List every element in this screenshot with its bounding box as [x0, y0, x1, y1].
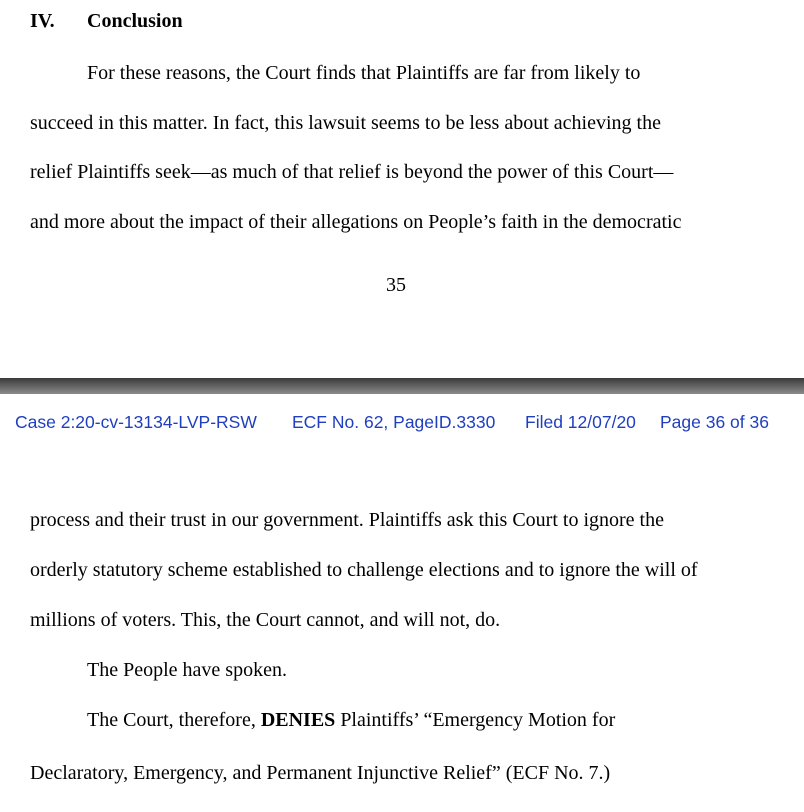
paragraph-line-6: orderly statutory scheme established to challenge elections and to ignore the will of	[30, 559, 698, 581]
page-36	[0, 394, 804, 812]
paragraph-line-2: succeed in this matter. In fact, this lawsuit seems to be less about achieving the	[30, 112, 661, 134]
section-title: Conclusion	[87, 10, 183, 32]
ecf-filed-date: Filed 12/07/20	[525, 412, 636, 432]
page-separator	[0, 378, 804, 394]
paragraph-line-7: millions of voters. This, the Court cannot, and will not, do.	[30, 609, 501, 631]
paragraph-line-1: For these reasons, the Court finds that Plaintiffs are far from likely to	[87, 62, 641, 84]
denies-suffix: Plaintiffs’ “Emergency Motion for	[335, 709, 616, 731]
ecf-page-count: Page 36 of 36	[660, 412, 769, 432]
people-have-spoken: The People have spoken.	[87, 659, 287, 681]
section-number: IV.	[30, 10, 55, 32]
paragraph-line-3: relief Plaintiffs seek—as much of that relief is beyond the power of this Court—	[30, 161, 674, 183]
page-number: 35	[386, 274, 406, 296]
paragraph-line-4: and more about the impact of their allegations on People’s faith in the democratic	[30, 211, 682, 233]
denies-line	[87, 708, 615, 732]
paragraph-line-5: process and their trust in our government. Plaintiffs ask this Court to ignore the	[30, 509, 664, 531]
denies-prefix: The Court, therefore,	[87, 709, 261, 731]
ecf-page-id: ECF No. 62, PageID.3330	[292, 412, 496, 432]
ecf-case-number: Case 2:20-cv-13134-LVP-RSW	[15, 412, 257, 432]
denies-keyword: DENIES	[260, 709, 336, 731]
page-35	[0, 0, 804, 378]
final-line: Declaratory, Emergency, and Permanent Injunctive Relief” (ECF No. 7.)	[30, 762, 611, 784]
